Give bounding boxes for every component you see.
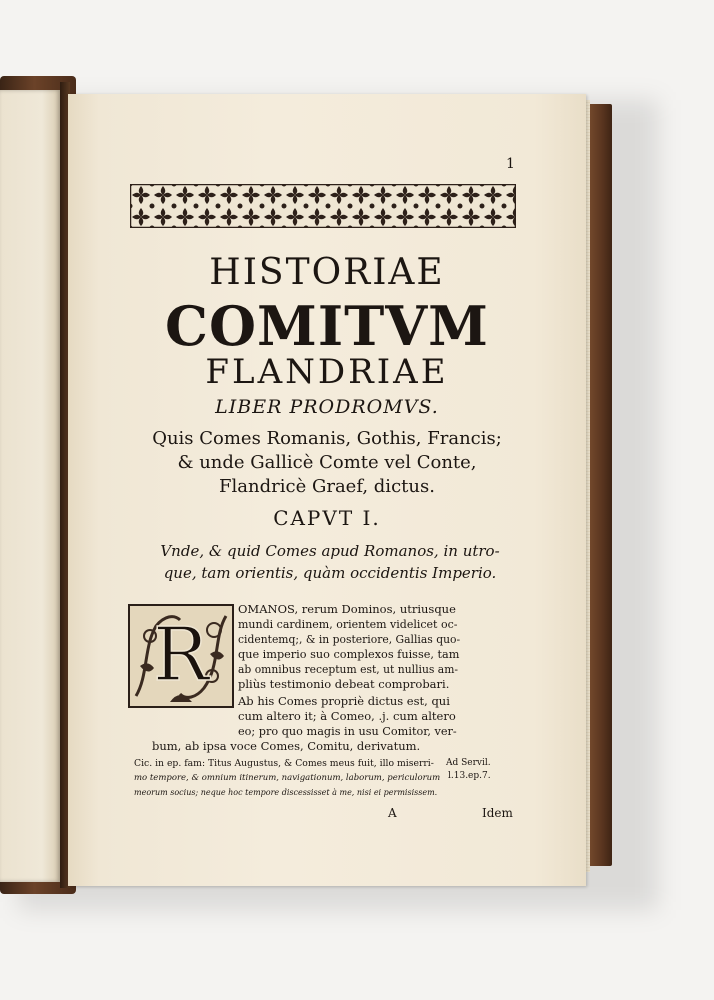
citation-line: mo tempore, & omnium itinerum, navigationum, laborum, periculorum [134,773,441,783]
catchword: Idem [482,806,513,820]
signature-mark: A [388,806,397,820]
body-line: cidentemq;, & in posteriore, Gallias quo- [238,633,461,646]
page-number: 1 [506,156,515,172]
subtitle-line-3: Flandricè Graef, dictus. [219,476,435,497]
title-line-3: FLANDRIAE [205,352,449,392]
initial-glyph: R [153,612,209,698]
body-line: bum, ab ipsa voce Comes, Comitu, derivatum. [152,739,421,753]
body-line: cum altero it; à Comeo, .j. cum altero [238,709,456,723]
chapter-heading: CAPVT I. [273,506,381,530]
body-line: OMANOS, rerum Dominos, utriusque [238,602,456,616]
book-page [68,94,586,886]
body-line: Ab his Comes propriè dictus est, qui [238,694,450,708]
chapter-summary-line-1: Vnde, & quid Comes apud Romanos, in utro- [160,542,500,560]
title-line-4: LIBER PRODROMVS. [215,396,439,418]
ornamental-headpiece [130,184,516,228]
body-line: pliùs testimonio debeat comprobari. [238,677,450,691]
body-line: eo; pro quo magis in usu Comitor, ver- [238,725,457,738]
subtitle-line-2: & unde Gallicè Comte vel Conte, [177,452,477,473]
body-line: ab omnibus receptum est, ut nullius am- [238,663,459,676]
marginal-note-line-2: l.13.ep.7. [448,771,491,781]
citation-line: meorum socius; neque hoc tempore discessisset à me, nisi ei permisissem. [134,788,438,797]
title-line-2: COMITVM [165,294,489,358]
decorated-initial [128,604,234,708]
left-page [0,90,60,882]
body-line: que imperio suo complexos fuisse, tam [238,648,460,661]
title-line-1: HISTORIAE [209,252,445,293]
chapter-summary-line-2: que, tam orientis, quàm occidentis Imperio. [163,564,497,582]
body-line: mundi cardinem, orientem videlicet oc- [238,618,458,631]
marginal-note-line-1: Ad Servil. [446,758,491,768]
citation-line: Cic. in ep. fam: Titus Augustus, & Comes meus fuit, illo miserri- [134,758,434,769]
subtitle-line-1: Quis Comes Romanis, Gothis, Francis; [152,428,502,449]
